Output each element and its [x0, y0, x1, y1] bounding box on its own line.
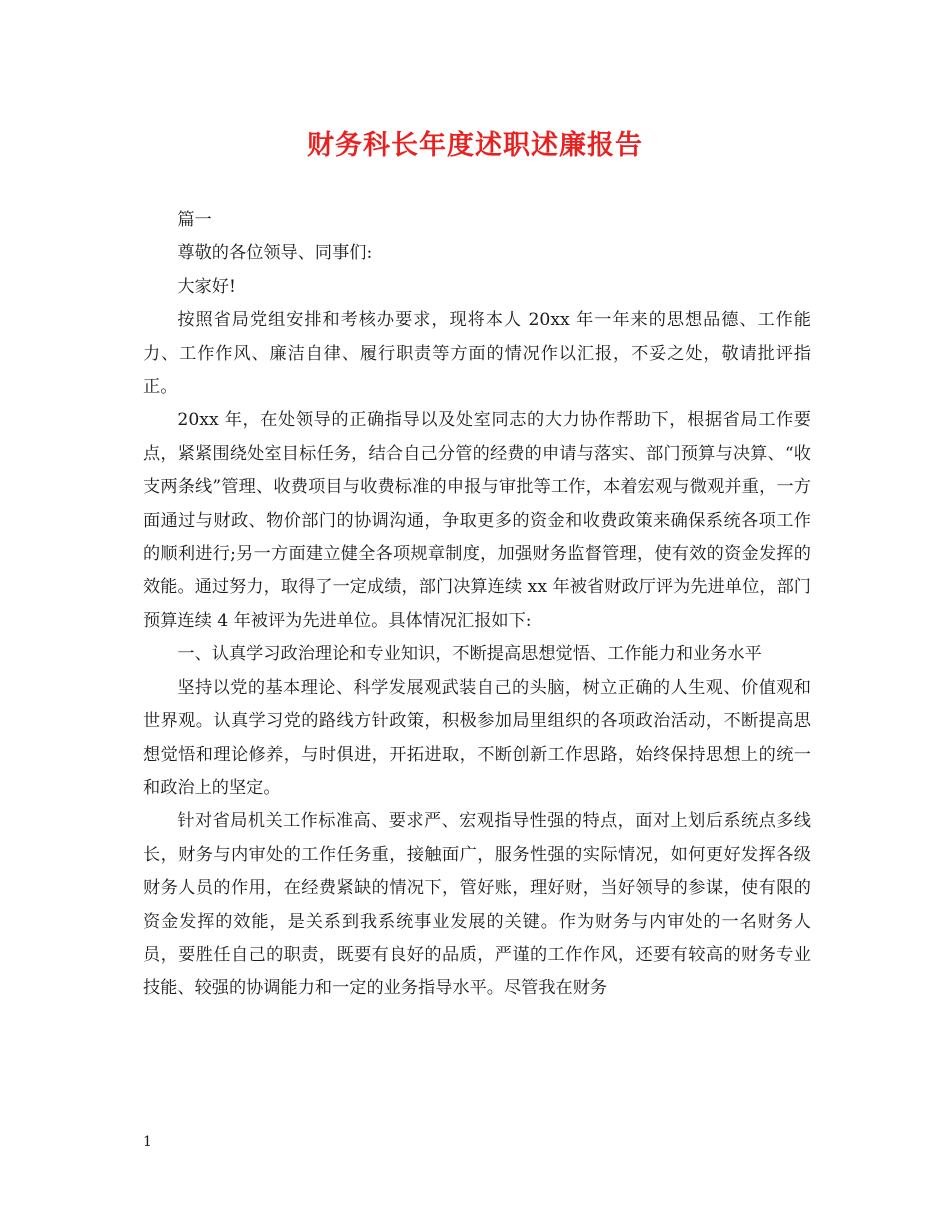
document-title: 财务科长年度述职述廉报告 [307, 130, 643, 161]
paragraph-intro: 按照省局党组安排和考核办要求，现将本人 20xx 年一年来的思想品德、工作能力、工作作风、廉洁自律、履行职责等方面的情况作以汇报，不妥之处，敬请批评指正。 [143, 310, 811, 398]
salutation: 尊敬的各位领导、同事们: [177, 243, 373, 264]
paragraph-overview: 20xx 年，在处领导的正确指导以及处室同志的大力协作帮助下，根据省局工作要点，紧紧围绕处室目标任务，结合自己分管的经费的申请与落实、部门预算与决算、“收支两条线”管理、收费项目与收费标准的申报与审批等工作，本着宏观与微观并重，一方面通过与财政、物价部门的协调沟通，争取更多的资金和收费政策来确保系统各项工作的顺利进行;另一方面建立健全各项规章制度，加强财务监督管理，使有效的资金发挥的效能。通过努力，取得了一定成绩，部门决算连续 xx 年被省财政厅评为先进单位，部门预算连续 4 年被评为先进单位。具体情况汇报如下: [143, 410, 811, 631]
paragraph-study: 坚持以党的基本理论、科学发展观武装自己的头脑，树立正确的人生观、价值观和世界观。认真学习党的路线方针政策，积极参加局里组织的各项政治活动，不断提高思想觉悟和理论修养，与时俱进，开拓进取，不断创新工作思路，始终保持思想上的统一和政治上的坚定。 [143, 677, 811, 798]
greeting: 大家好! [177, 276, 236, 297]
page-number: 1 [143, 1134, 152, 1150]
paragraph-work: 针对省局机关工作标准高、要求严、宏观指导性强的特点，面对上划后系统点多线长，财务与内审处的工作任务重，接触面广，服务性强的实际情况，如何更好发挥各级财务人员的作用，在经费紧缺的情况下，管好账，理好财，当好领导的参谋，使有限的资金发挥的效能，是关系到我系统事业发展的关键。作为财务与内审处的一名财务人员，要胜任自己的职责，既要有良好的品质，严谨的工作作风，还要有较高的财务专业技能、较强的协调能力和一定的业务指导水平。尽管我在财务 [143, 811, 811, 999]
section-label: 篇一 [177, 210, 212, 230]
document-body [143, 204, 811, 1006]
section-heading-1: 一、认真学习政治理论和专业知识，不断提高思想觉悟、工作能力和业务水平 [177, 644, 762, 665]
